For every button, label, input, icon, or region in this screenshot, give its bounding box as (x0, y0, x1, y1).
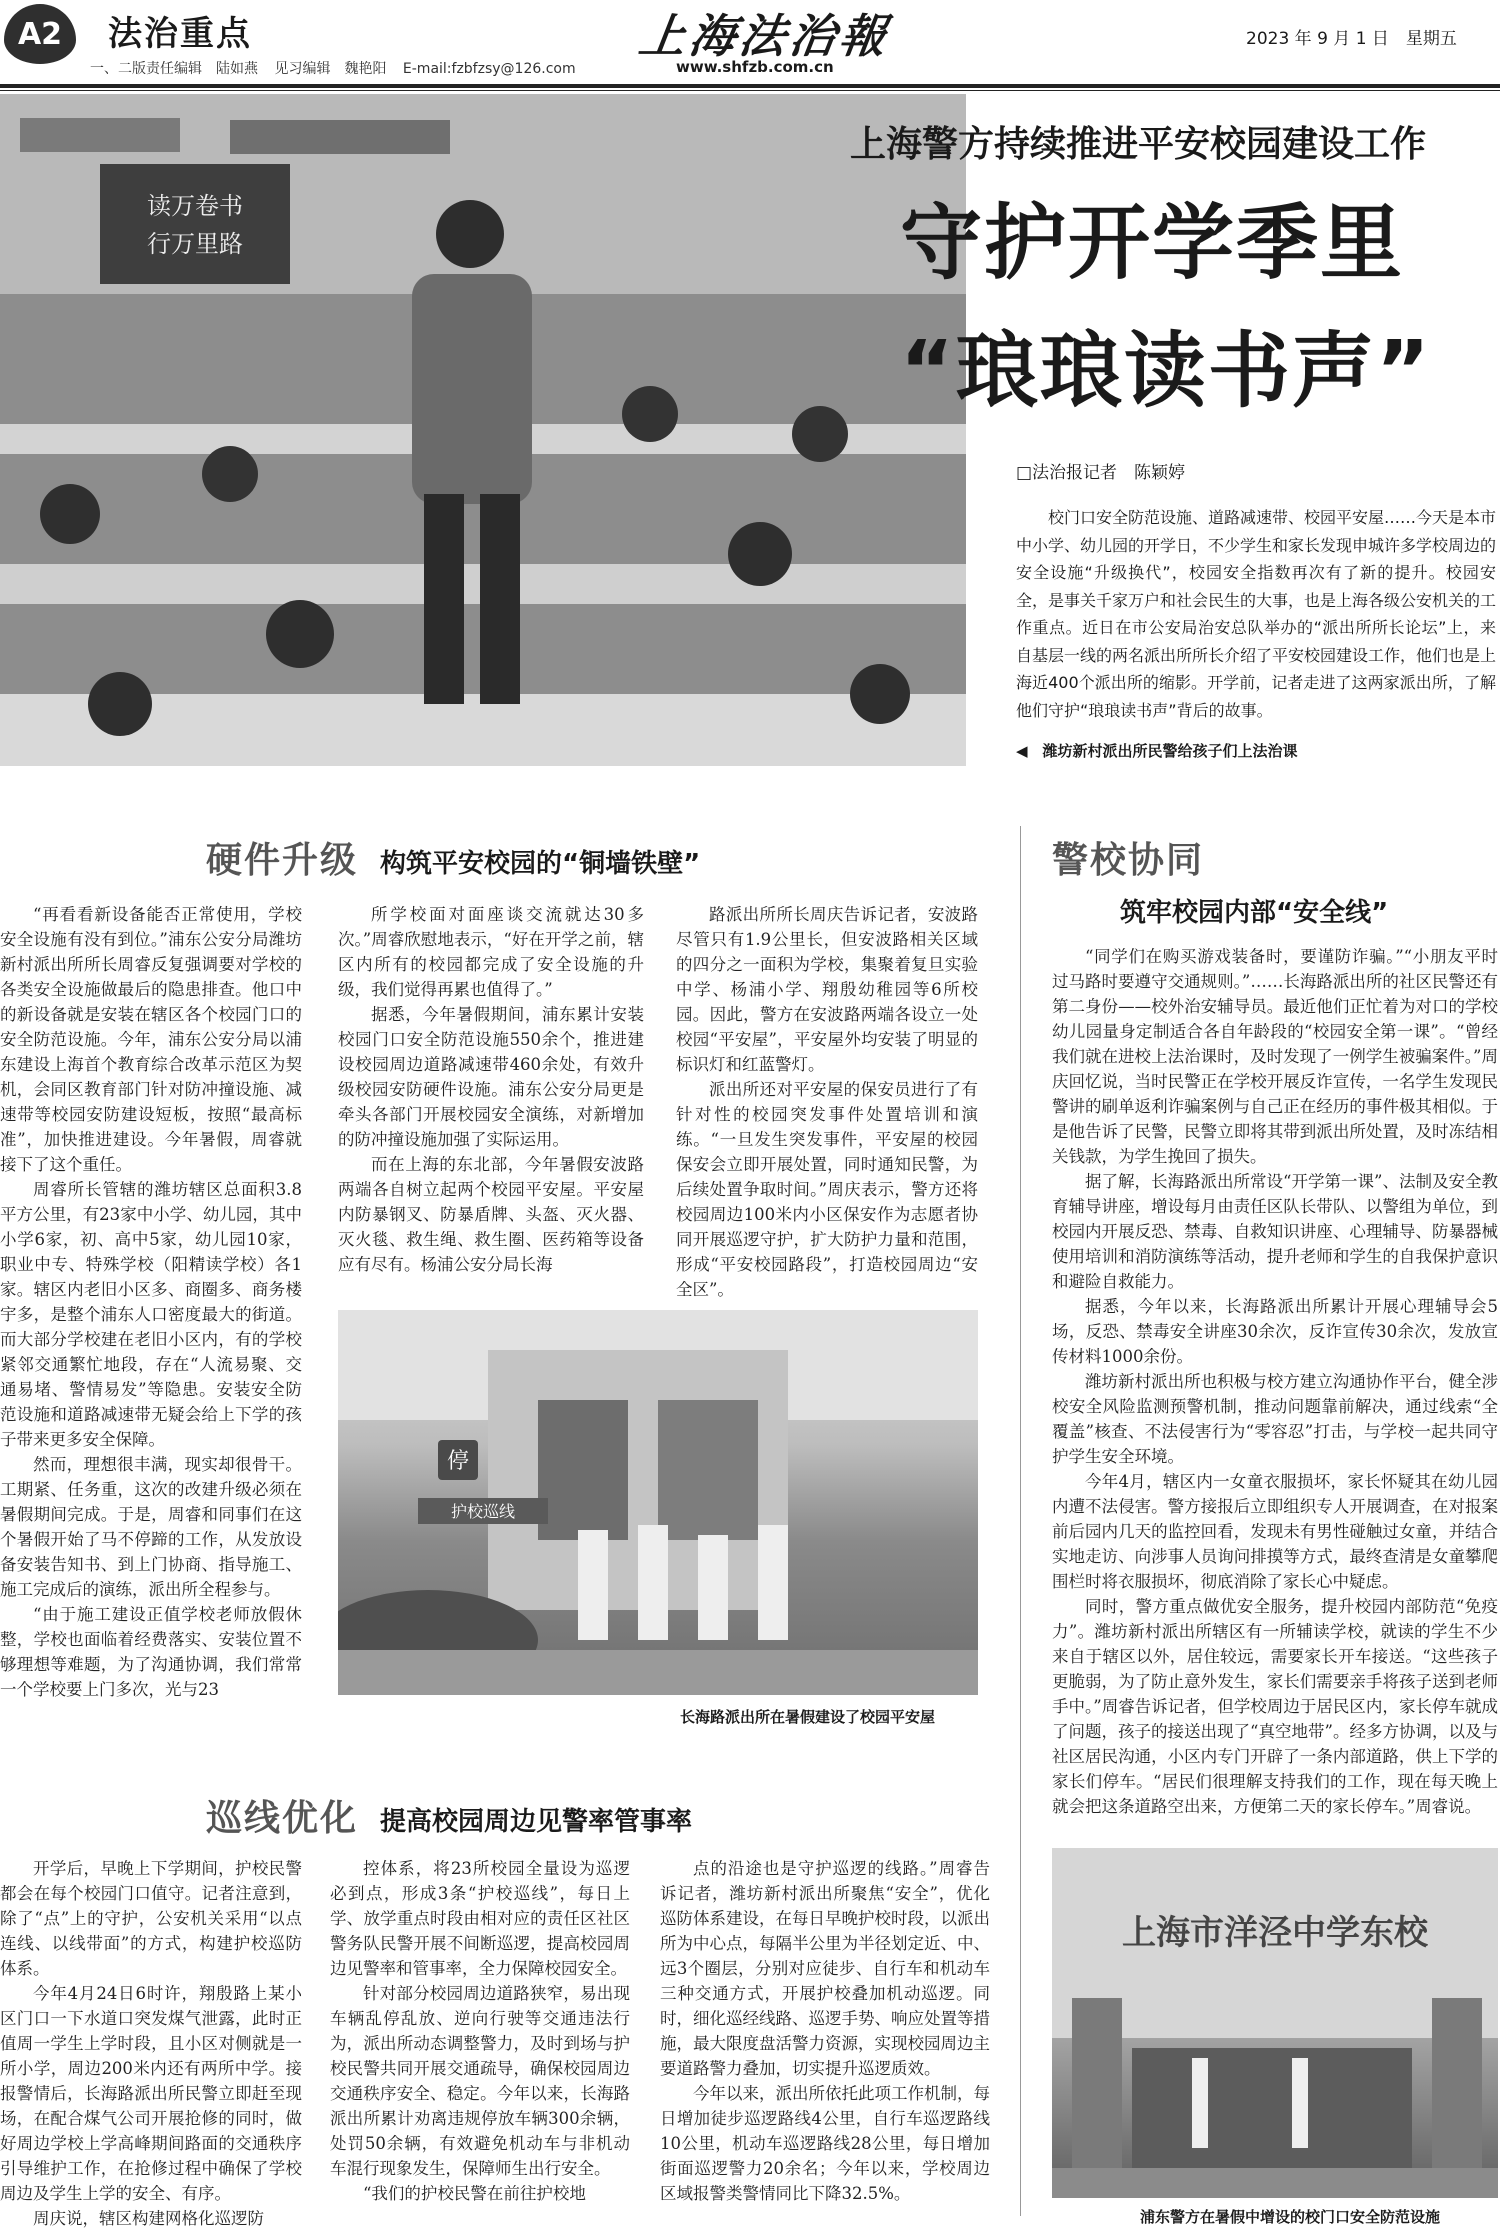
section-keyword: 警校协同 (1052, 840, 1205, 881)
masthead-rule (0, 84, 1500, 88)
article-column (1052, 944, 1498, 1819)
paragraph: 针对部分校园周边道路狭窄，易出现车辆乱停乱放、逆向行驶等交通违法行为，派出所动态调整警力，及时到场与护校民警共同开展交通疏导，确保校园周边交通秩序安全、稳定。今年以来，长海路派出所累计劝离违规停放车辆300余辆，处罚50余辆，有效避免机动车与非机动车混行现象发生，保障师生出行安全。 (330, 1984, 630, 2178)
photo-school-gate (1052, 1848, 1498, 2198)
paragraph: 点的沿途也是守护巡逻的线路。”周睿告诉记者，潍坊新村派出所聚焦“安全”，优化巡防体系建设，在每日早晚护校时段，以派出所为中心点，每隔半公里为半径划定近、中、远3个圈层，分别对应徒步、自行车和机动车三种交通方式，开展护校叠加机动巡逻。同时，细化巡经线路、巡逻手势、响应处置等措施，最大限度盘活警力资源，实现校园周边主要道路警力叠加，切实提升巡逻质效。 (660, 1859, 990, 2078)
paragraph: 派出所还对平安屋的保安员进行了有针对性的校园突发事件处置培训和演练。“一旦发生突发事件，平安屋的校园保安会立即开展处置，同时通知民警，为后续处置争取时间。”周庆表示，警方还将校园周边100米内小区保安作为志愿者协同开展巡逻守护，扩大防护力量和范围，形成“平安校园路段”，打造校园周边“安全区”。 (676, 1080, 978, 1299)
column-divider (1020, 826, 1021, 2216)
classroom-illustration (0, 94, 966, 766)
section-name: 法治重点 (108, 14, 252, 54)
editor-email: E-mail:fzbfzsy@126.com (402, 61, 576, 77)
photo-safety-house (338, 1310, 978, 1695)
paragraph: 所学校面对面座谈交流就达30多次。”周睿欣慰地表示，“好在开学之前，辖区内所有的校园都完成了安全设施的升级，我们觉得再累也值得了。” (338, 905, 644, 999)
paragraph: 然而，理想很丰满，现实却很骨干。工期紧、任务重，这次的改建升级必须在暑假期间完成。于是，周睿和同事们在这个暑假开始了马不停蹄的工作，从发放设备安装告知书、到上门协商、指导施工、施工完成后的演练，派出所全程参与。 (0, 1455, 302, 1599)
issue-date: 2023 年 9 月 1 日 星期五 (1246, 29, 1457, 49)
headline-line-2: “琅琅读书声” (900, 324, 1432, 419)
paragraph: 据悉，今年暑假期间，浦东累计安装校园门口安全防范设施550余个，推进建设校园周边道路减速带460余处，有效升级校园安防硬件设施。浦东公安分局更是牵头各部门开展校园安全演练，对新增加的防冲撞设施加强了实际运用。 (338, 1005, 644, 1149)
patrol-sign-text: 护校巡线 (450, 1502, 516, 1521)
paragraph: 控体系，将23所校园全量设为巡逻必到点，形成3条“护校巡线”，每日上学、放学重点时段由相对应的责任区社区警务队民警开展不间断巡逻，提高校园周边见警率和管事率，全力保障校园安全。 (330, 1859, 630, 1978)
school-name-sign: 上海市洋泾中学东校 (1122, 1913, 1428, 1953)
section-heading (206, 1790, 692, 1841)
paragraph: “由于施工建设正值学校老师放假休整，学校也面临着经费落实、安装位置不够理想等难题，为了沟通协调，我们常常一个学校要上门多次，光与23 (0, 1605, 302, 1699)
safety-house-illustration (338, 1310, 978, 1695)
article-column (0, 1856, 302, 2229)
photo-caption: 浦东警方在暑假中增设的校门口安全防范设施 (1140, 2208, 1441, 2226)
section-heading (206, 832, 700, 883)
lead-paragraph: 校门口安全防范设施、道路减速带、校园平安屋……今天是本市中小学、幼儿园的开学日，不少学生和家长发现申城许多学校周边的安全设施“升级换代”，校园安全指数再次有了新的提升。校园安全，是事关千家万户和社会民生的大事，也是上海各级公安机关的工作重点。近日在市公安局治安总队举办的“派出所所长论坛”上，来自基层一线的两名派出所所长介绍了平安校园建设工作，他们也是上海近400个派出所的缩影。开学前，记者走进了这两家派出所，了解他们守护“琅琅读书声”背后的故事。 (1016, 508, 1497, 720)
paragraph: 而在上海的东北部，今年暑假安波路两端各自树立起两个校园平安屋。平安屋内防暴钢叉、防暴盾牌、头盔、灭火器、灭火毯、救生绳、救生圈、医药箱等设备应有尽有。杨浦公安分局长海 (338, 1155, 644, 1274)
editor-line (90, 58, 588, 78)
paragraph: 路派出所所长周庆告诉记者，安波路尽管只有1.9公里长，但安波路相关区域的四分之一面积为学校，集聚着复旦实验中学、杨浦小学、翔殷幼稚园等6所校园。因此，警方在安波路两端各设立一处校园“平安屋”，平安屋外均安装了明显的标识灯和红蓝警灯。 (676, 905, 978, 1074)
article-column (660, 1856, 990, 2206)
hero-photo-caption: ◀ 潍坊新村派出所民警给孩子们上法治课 (1016, 742, 1298, 760)
article-column (676, 902, 978, 1302)
hero-photo-classroom (0, 94, 966, 766)
section-subtitle: 提高校园周边见警率管事率 (380, 1807, 693, 1837)
paragraph: 据了解，长海路派出所常设“开学第一课”、法制及安全教育辅导讲座，增设每月由责任区队长带队、以警组为单位，到校园内开展反恐、禁毒、自救知识讲座、心理辅导、防暴器械使用培训和消防演练等活动，提升老师和学生的自我保护意识和避险自救能力。 (1052, 1172, 1498, 1291)
page-number-badge: A2 (4, 4, 76, 64)
section-subtitle: 筑牢校园内部“安全线” (1120, 898, 1389, 928)
article-column (330, 1856, 630, 2206)
paragraph: 今年以来，派出所依托此项工作机制，每日增加徒步巡逻路线4公里，自行车巡逻路线10公里，机动车巡逻路线28公里，每日增加街面巡逻警力20余名；今年以来，学校周边区域报警类警情同比下降32.5%。 (660, 2084, 990, 2203)
paragraph: 据悉，今年以来，长海路派出所累计开展心理辅导会5场，反恐、禁毒安全讲座30余次，反诈宣传30余次，发放宣传材料1000余份。 (1052, 1297, 1498, 1366)
sign-text: 读万卷书 (147, 192, 243, 220)
section-subtitle: 构筑平安校园的“铜墙铁壁” (380, 849, 701, 879)
newspaper-url[interactable]: www.shfzb.com.cn (676, 58, 834, 76)
sign-text: 行万里路 (147, 230, 243, 258)
officer-figure (412, 274, 532, 504)
article-column (0, 902, 302, 1702)
paragraph: “我们的护校民警在前往护校地 (363, 2184, 586, 2203)
stop-sign-text: 停 (446, 1449, 470, 1474)
editor-credit: 一、二版责任编辑 陆如燕 (90, 61, 258, 77)
article-column (338, 902, 644, 1277)
photo-caption: 长海路派出所在暑假建设了校园平安屋 (680, 1708, 936, 1726)
paragraph: 今年4月，辖区内一女童衣服损坏，家长怀疑其在幼儿园内遭不法侵害。警方接报后立即组织专人开展调查，在对报案前后园内几天的监控回看，发现未有男性碰触过女童，并结合实地走访、向涉事人员询问排摸等方式，最终查清是女童攀爬围栏时将衣服损坏，彻底消除了家长心中疑虑。 (1052, 1472, 1498, 1591)
masthead-rule (0, 90, 1500, 91)
headline-line-1: 守护开学季里 (900, 196, 1405, 291)
paragraph: 周睿所长管辖的潍坊辖区总面积3.8平方公里，有23家中小学、幼儿园，其中小学6家，初、高中5家，幼儿园10家，职业中专、特殊学校（阳精读学校）各1家。辖区内老旧小区多、商圈多、商务楼宇多，是整个浦东人口密度最大的街道。而大部分学校建在老旧小区内，有的学校紧邻交通繁忙地段，存在“人流易聚、交通易堵、警情易发”等隐患。安装安全防范设施和道路减速带无疑会给上下学的孩子带来更多安全保障。 (0, 1180, 302, 1449)
section-keyword: 硬件升级 (206, 840, 359, 881)
section-heading (1052, 832, 1204, 883)
paragraph: “再看看新设备能否正常使用，学校安全设施有没有到位。”浦东公安分局潍坊新村派出所所长周睿反复强调要对学校的各类安全设施做最后的隐患排查。他口中的新设备就是安装在辖区各个校园门口的安全防范设施。今年，浦东公安分局以浦东建设上海首个教育综合改革示范区为契机，会同区教育部门针对防冲撞设施、减速带等校园安防建设短板，按照“最高标准”，加快推进建设。今年暑假，周睿就接下了这个重任。 (0, 905, 302, 1174)
paragraph: “同学们在购买游戏装备时，要谨防诈骗。”“小朋友平时过马路时要遵守交通规则。”……长海路派出所的社区民警还有第二身份——校外治安辅导员。最近他们正忙着为对口的学校幼儿园量身定制适合各自年龄段的“校园安全第一课”。“曾经我们就在进校上法治课时，及时发现了一例学生被骗案件。”周庆回忆说，当时民警正在学校开展反诈宣传，一名学生发现民警讲的刷单返利诈骗案例与自己正在经历的事件极其相似。于是他告诉了民警，民警立即将其带到派出所处置，及时冻结相关钱款，为学生挽回了损失。 (1052, 947, 1498, 1166)
paragraph: 今年4月24日6时许，翔殷路上某小区门口一下水道口突发煤气泄露，此时正值周一学生上学时段，且小区对侧就是一所小学，周边200米内还有两所中学。接报警情后，长海路派出所民警立即赶至现场，在配合煤气公司开展抢修的同时，做好周边学校上学高峰期间路面的交通秩序引导维护工作，在抢修过程中确保了学校周边及学生上学的安全、有序。 (0, 1984, 302, 2203)
paragraph: 周庆说，辖区构建网格化巡逻防 (33, 2209, 264, 2228)
editor-credit: 见习编辑 魏艳阳 (274, 61, 387, 77)
headline-kicker: 上海警方持续推进平安校园建设工作 (850, 124, 1427, 165)
byline: □法治报记者 陈颖婷 (1016, 463, 1186, 483)
paragraph: 同时，警方重点做优安全服务，提升校园内部防范“免疫力”。潍坊新村派出所辖区有一所辅读学校，就读的学生不少来自于辖区以外，居住较远，需要家长开车接送。“这些孩子更脆弱，为了防止意外发生，家长们需要亲手将孩子送到老师手中。”周睿告诉记者，但学校周边于居民区内，家长停车就成了问题，孩子的接送出现了“真空地带”。经多方协调，以及与社区居民沟通，小区内专门开辟了一条内部道路，供上下学的家长们停车。“居民们很理解支持我们的工作，现在每天晚上就会把这条道路空出来，方便第二天的家长停车。”周睿说。 (1052, 1597, 1498, 1816)
paragraph: 潍坊新村派出所也积极与校方建立沟通协作平台，健全涉校安全风险监测预警机制，推动问题靠前解决，通过线索“全覆盖”核查、不法侵害行为“零容忍”打击，与学校一起共同守护学生安全环境。 (1052, 1372, 1498, 1466)
section-keyword: 巡线优化 (206, 1798, 359, 1839)
newspaper-logo: 上海法治報 (635, 9, 894, 63)
blackboard-sign (100, 164, 290, 284)
paragraph: 开学后，早晚上下学期间，护校民警都会在每个校园门口值守。记者注意到，除了“点”上的守护，公安机关采用“以点连线、以线带面”的方式，构建护校巡防体系。 (0, 1859, 302, 1978)
school-gate-illustration (1052, 1848, 1498, 2198)
